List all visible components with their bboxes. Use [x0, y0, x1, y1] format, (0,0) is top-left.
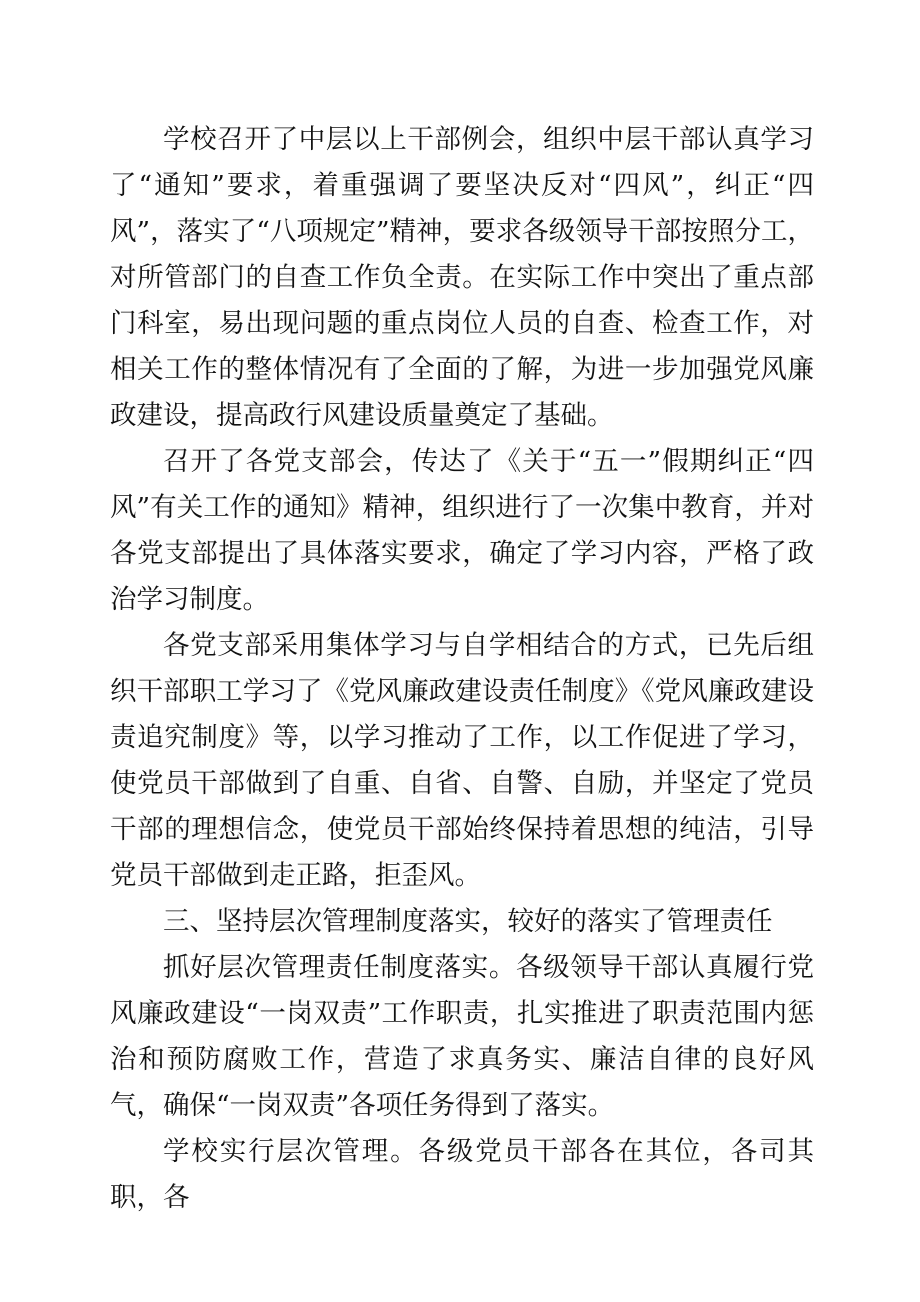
paragraph-level-management: 学校实行层次管理。各级党员干部各在其位，各司其职，各 [110, 1136, 814, 1213]
paragraph-meeting: 学校召开了中层以上干部例会，组织中层干部认真学习了“通知”要求，着重强调了要坚决反对“四风”，纠正“四风”，落实了“八项规定”精神，要求各级领导干部按照分工，对所管部门的自查工作负全责。在实际工作中突出了重点部门科室，易出现问题的重点岗位人员的自查、检查工作，对相关工作的整体情况有了全面的了解，为进一步加强党风廉政建设，提高政行风建设质量奠定了基础。 [110, 124, 814, 431]
paragraph-study: 各党支部采用集体学习与自学相结合的方式，已先后组织干部职工学习了《党风廉政建设责任制度》《党风廉政建设责追究制度》等，以学习推动了工作，以工作促进了学习，使党员干部做到了自重、自省、自警、自励，并坚定了党员干部的理想信念，使党员干部始终保持着思想的纯洁，引导党员干部做到走正路，拒歪风。 [110, 630, 814, 891]
paragraph-responsibility: 抓好层次管理责任制度落实。各级领导干部认真履行党风廉政建设“一岗双责”工作职责，扎实推进了职责范围内惩治和预防腐败工作，营造了求真务实、廉洁自律的良好风气，确保“一岗双责”各项任务得到了落实。 [110, 952, 814, 1121]
document-body [110, 117, 814, 1221]
section-heading-three: 三、坚持层次管理制度落实，较好的落实了管理责任 [163, 906, 773, 937]
paragraph-branch-meeting: 召开了各党支部会，传达了《关于“五一”假期纠正“四风”有关工作的通知》精神，组织进行了一次集中教育，并对各党支部提出了具体落实要求，确定了学习内容，严格了政治学习制度。 [110, 446, 814, 615]
